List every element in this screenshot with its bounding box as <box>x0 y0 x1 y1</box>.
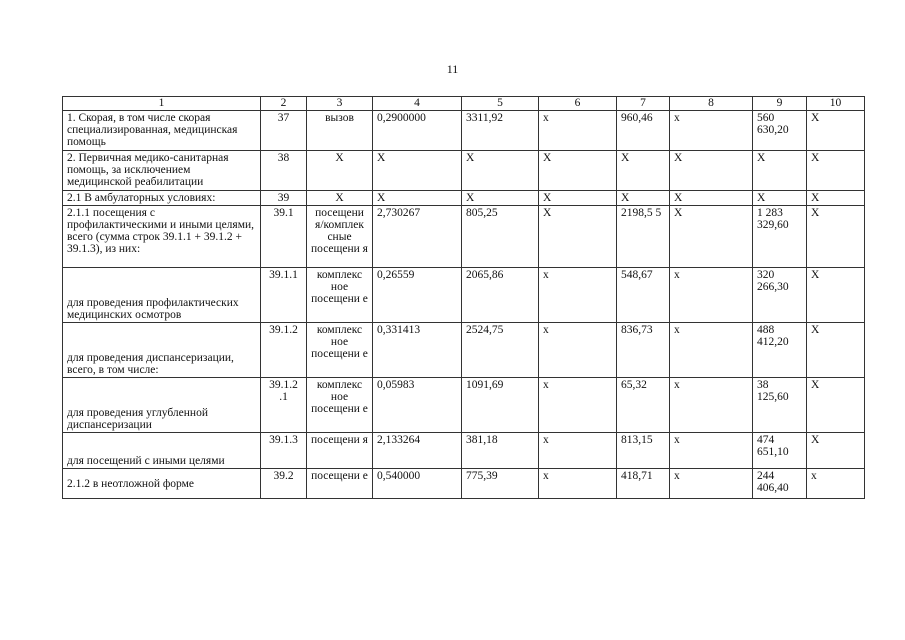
col-header-7: 7 <box>617 97 670 111</box>
data-table <box>62 96 865 499</box>
cell-row-code: 38 <box>261 151 307 191</box>
cell-row-code: 37 <box>261 111 307 151</box>
table-row <box>63 378 865 433</box>
cell-col-6: х <box>539 111 617 151</box>
col-header-4: 4 <box>373 97 462 111</box>
cell-col-10: х <box>807 469 865 499</box>
cell-col-6: х <box>539 323 617 378</box>
cell-col-10: Х <box>807 433 865 469</box>
cell-col-7: 2198,5 5 <box>617 206 670 268</box>
cell-col-7: 960,46 <box>617 111 670 151</box>
cell-row-name: 2.1.2 в неотложной форме <box>63 469 261 499</box>
cell-row-code: 39.2 <box>261 469 307 499</box>
cell-col-10: Х <box>807 111 865 151</box>
col-header-1: 1 <box>63 97 261 111</box>
cell-norm-volume: 2,730267 <box>373 206 462 268</box>
table-row <box>63 268 865 323</box>
cell-col-10: Х <box>807 191 865 206</box>
col-header-5: 5 <box>462 97 539 111</box>
col-header-2: 2 <box>261 97 307 111</box>
cell-col-10: Х <box>807 268 865 323</box>
cell-col-9: Х <box>753 191 807 206</box>
cell-col-8: х <box>670 111 753 151</box>
cell-row-code: 39.1.2 <box>261 323 307 378</box>
cell-col-10: Х <box>807 206 865 268</box>
cell-row-code: 39.1 <box>261 206 307 268</box>
cell-norm-cost: 2524,75 <box>462 323 539 378</box>
col-header-9: 9 <box>753 97 807 111</box>
cell-norm-volume: Х <box>373 151 462 191</box>
cell-col-8: х <box>670 433 753 469</box>
cell-norm-volume: 0,540000 <box>373 469 462 499</box>
cell-col-9: Х <box>753 151 807 191</box>
cell-col-8: Х <box>670 206 753 268</box>
cell-unit: вызов <box>307 111 373 151</box>
col-header-6: 6 <box>539 97 617 111</box>
table-row <box>63 469 865 499</box>
table-row <box>63 191 865 206</box>
cell-unit: посещени я <box>307 433 373 469</box>
cell-row-name: для проведения углубленной диспансеризации <box>63 378 261 433</box>
cell-col-6: х <box>539 268 617 323</box>
page-number: 11 <box>446 62 459 76</box>
cell-row-name: 2. Первичная медико-санитарная помощь, за исключением медицинской реабилитации <box>63 151 261 191</box>
cell-row-name: 2.1 В амбулаторных условиях: <box>63 191 261 206</box>
cell-norm-cost: 1091,69 <box>462 378 539 433</box>
cell-norm-cost: 805,25 <box>462 206 539 268</box>
cell-col-9: 38 125,60 <box>753 378 807 433</box>
cell-norm-volume: 0,26559 <box>373 268 462 323</box>
table-body <box>63 111 865 499</box>
cell-col-6: Х <box>539 151 617 191</box>
col-header-10: 10 <box>807 97 865 111</box>
cell-col-9: 1 283 329,60 <box>753 206 807 268</box>
cell-col-7: 836,73 <box>617 323 670 378</box>
cell-col-8: х <box>670 378 753 433</box>
cell-col-8: х <box>670 323 753 378</box>
cell-row-name: 1. Скорая, в том числе скорая специализированная, медицинская помощь <box>63 111 261 151</box>
cell-col-7: 65,32 <box>617 378 670 433</box>
cell-col-7: 813,15 <box>617 433 670 469</box>
table-row <box>63 206 865 268</box>
cell-col-8: Х <box>670 191 753 206</box>
cell-col-6: Х <box>539 191 617 206</box>
cell-col-10: Х <box>807 151 865 191</box>
cell-norm-volume: Х <box>373 191 462 206</box>
cell-col-8: Х <box>670 151 753 191</box>
cell-col-6: х <box>539 433 617 469</box>
table-row <box>63 111 865 151</box>
cell-col-9: 560 630,20 <box>753 111 807 151</box>
cell-norm-volume: 0,05983 <box>373 378 462 433</box>
cell-col-9: 488 412,20 <box>753 323 807 378</box>
cell-unit: комплекс ное посещени е <box>307 323 373 378</box>
cell-unit: комплекс ное посещени е <box>307 378 373 433</box>
cell-unit: комплекс ное посещени е <box>307 268 373 323</box>
cell-col-6: Х <box>539 206 617 268</box>
cell-norm-cost: Х <box>462 151 539 191</box>
cell-row-code: 39.1.2 .1 <box>261 378 307 433</box>
cell-row-name: 2.1.1 посещения с профилактическими и иными целями, всего (сумма строк 39.1.1 + 39.1.2 + 39.1.3), из них: <box>63 206 261 268</box>
cell-col-8: х <box>670 469 753 499</box>
cell-norm-volume: 2,133264 <box>373 433 462 469</box>
col-header-3: 3 <box>307 97 373 111</box>
cell-row-name: для проведения диспансеризации, всего, в том числе: <box>63 323 261 378</box>
cell-col-7: 548,67 <box>617 268 670 323</box>
cell-unit: посещени е <box>307 469 373 499</box>
cell-row-name: для посещений с иными целями <box>63 433 261 469</box>
cell-col-9: 320 266,30 <box>753 268 807 323</box>
cell-col-7: Х <box>617 151 670 191</box>
cell-col-6: х <box>539 469 617 499</box>
cell-col-7: Х <box>617 191 670 206</box>
cell-row-code: 39.1.1 <box>261 268 307 323</box>
cell-unit: Х <box>307 151 373 191</box>
cell-col-10: Х <box>807 378 865 433</box>
cell-norm-cost: 775,39 <box>462 469 539 499</box>
cell-norm-cost: 2065,86 <box>462 268 539 323</box>
cell-col-7: 418,71 <box>617 469 670 499</box>
cell-row-name: для проведения профилактических медицинских осмотров <box>63 268 261 323</box>
cell-unit: Х <box>307 191 373 206</box>
cell-unit: посещени я/комплек сные посещени я <box>307 206 373 268</box>
header-row <box>63 97 865 111</box>
cell-row-code: 39 <box>261 191 307 206</box>
cell-norm-volume: 0,331413 <box>373 323 462 378</box>
cell-norm-cost: 3311,92 <box>462 111 539 151</box>
table-row <box>63 433 865 469</box>
cell-col-6: х <box>539 378 617 433</box>
cell-norm-volume: 0,2900000 <box>373 111 462 151</box>
cell-row-code: 39.1.3 <box>261 433 307 469</box>
cell-col-9: 244 406,40 <box>753 469 807 499</box>
col-header-8: 8 <box>670 97 753 111</box>
table-row <box>63 151 865 191</box>
cell-norm-cost: 381,18 <box>462 433 539 469</box>
cell-col-8: х <box>670 268 753 323</box>
table-row <box>63 323 865 378</box>
cell-col-9: 474 651,10 <box>753 433 807 469</box>
cell-norm-cost: Х <box>462 191 539 206</box>
cell-col-10: Х <box>807 323 865 378</box>
